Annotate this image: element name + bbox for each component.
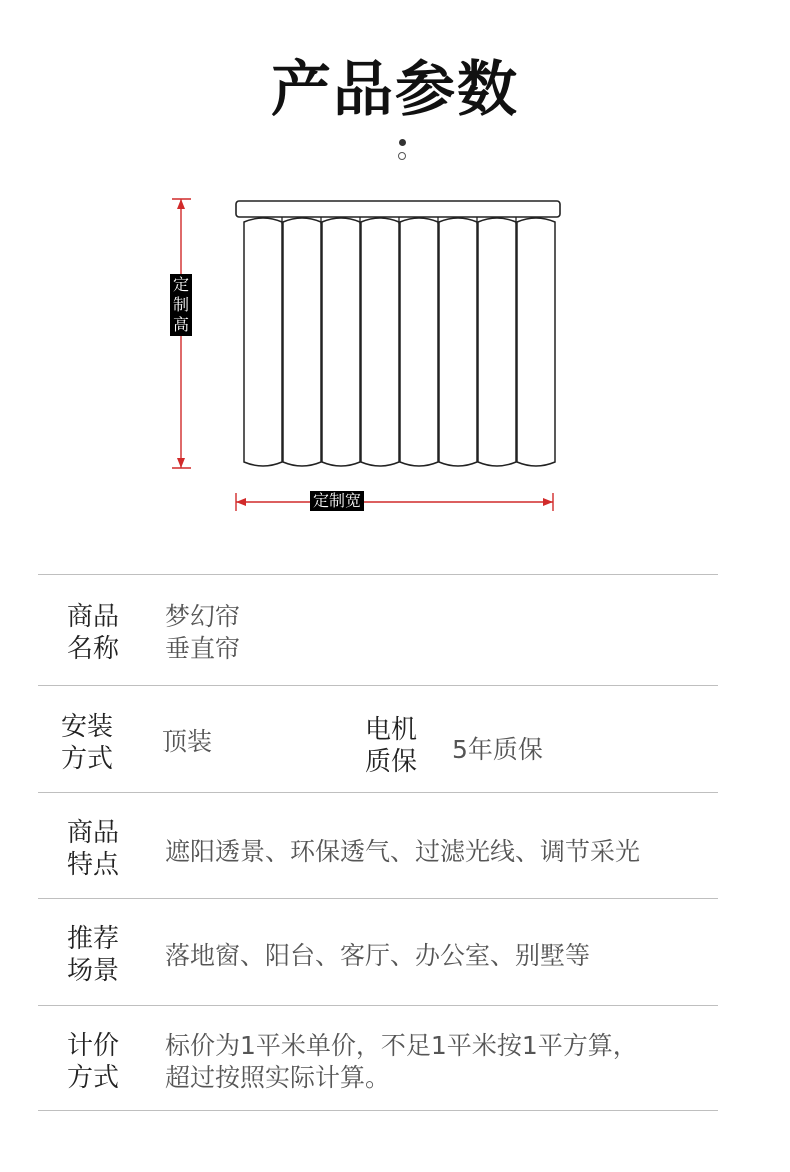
row-value-product-name: 梦幻帘 垂直帘 bbox=[165, 602, 241, 663]
height-label: 定制高 bbox=[170, 274, 192, 336]
row-value-install-method: 顶装 bbox=[162, 727, 213, 756]
curtain-headrail bbox=[236, 201, 560, 217]
row-label-pricing-method: 计价 方式 bbox=[66, 1031, 119, 1093]
table-divider bbox=[38, 1110, 718, 1111]
table-divider bbox=[38, 685, 718, 686]
width-dimension-line bbox=[236, 493, 553, 511]
row-value-motor-warranty: 5年质保 bbox=[452, 735, 543, 764]
table-divider bbox=[38, 792, 718, 793]
table-divider bbox=[38, 1005, 718, 1006]
row-value-pricing-method: 标价为1平米单价，不足1平米按1平方算， 超过按照实际计算。 bbox=[165, 1031, 638, 1092]
row-label-recommended-scenes: 推荐 场景 bbox=[66, 924, 119, 986]
page-title: 产品参数 bbox=[271, 55, 519, 125]
row-label-product-name: 商品 名称 bbox=[66, 602, 119, 664]
row-label-product-features: 商品 特点 bbox=[66, 818, 119, 880]
row-label-install-method: 安装 方式 bbox=[60, 712, 113, 774]
table-divider bbox=[38, 574, 718, 575]
row-value-product-features: 遮阳透景、环保透气、过滤光线、调节采光 bbox=[165, 837, 641, 866]
curtain-slats bbox=[244, 218, 555, 466]
table-divider bbox=[38, 898, 718, 899]
row-value-recommended-scenes: 落地窗、阳台、客厅、办公室、别墅等 bbox=[165, 941, 591, 970]
curtain-diagram bbox=[0, 0, 790, 540]
width-label: 定制宽 bbox=[310, 491, 364, 511]
row-label-motor-warranty: 电机 质保 bbox=[364, 715, 417, 777]
